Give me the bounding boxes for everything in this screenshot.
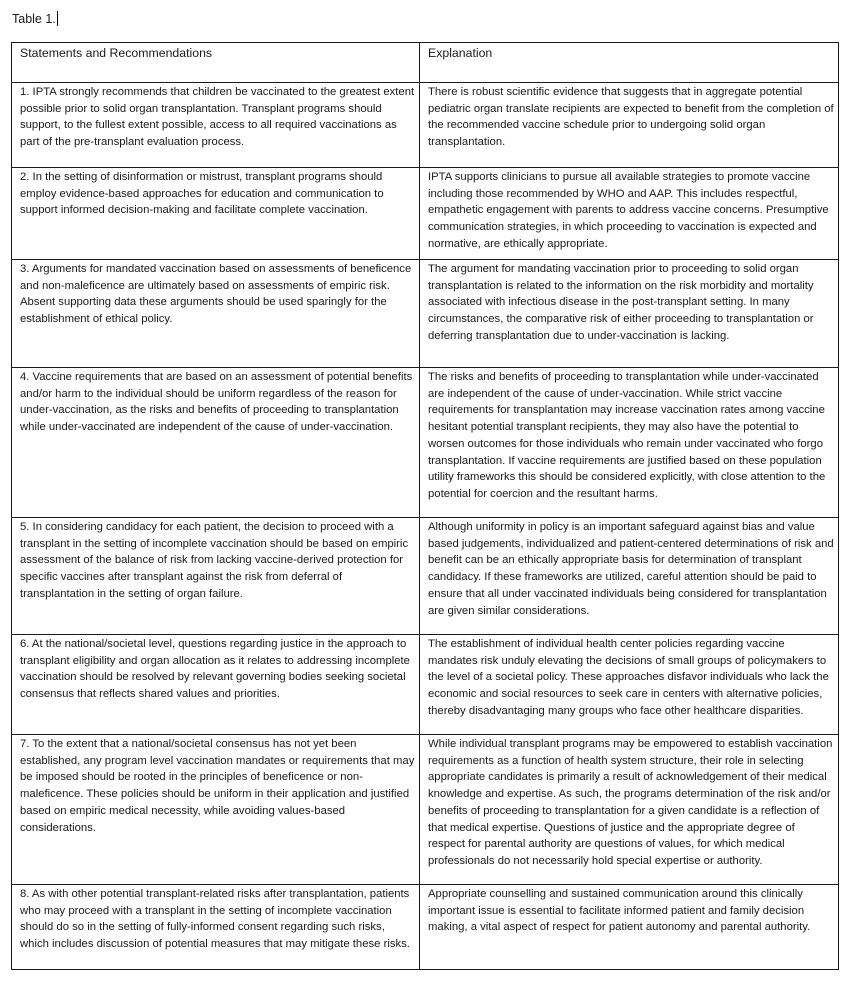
statement-cell: 3. Arguments for mandated vaccination based on assessments of beneficence and non-maleficence are ultimately based on assessments of empiric risk. Absent supporting data these arguments should be used sparingly for the establishment of ethical policy.: [12, 260, 420, 368]
explanation-cell: The establishment of individual health center policies regarding vaccine mandates risk unduly elevating the decisions of small groups of policymakers to the level of a societal policy. These approaches disfavor individuals who lack the economic and social resources to seek care in centers with alternative policies, thereby disadvantaging many groups who face other healthcare disparities.: [420, 635, 839, 735]
statement-cell: 2. In the setting of disinformation or mistrust, transplant programs should employ evidence-based approaches for education and communication to support informed decision-making and facilitate complete vaccination.: [12, 168, 420, 260]
table-row: [12, 518, 839, 635]
text-cursor: [57, 11, 58, 26]
recommendations-table: [11, 42, 839, 970]
table-row: [12, 885, 839, 970]
explanation-cell: Appropriate counselling and sustained communication around this clinically important issue is essential to facilitate informed patient and family decision making, a vital aspect of respect for patient autonomy and parental authority.: [420, 885, 839, 970]
statement-cell: 5. In considering candidacy for each patient, the decision to proceed with a transplant in the setting of incomplete vaccination should be based on empiric assessment of the balance of risk from lacking vaccine-derived protection for specific vaccines after transplant against the risk from deferral of transplantation in the setting of organ failure.: [12, 518, 420, 635]
statement-cell: 4. Vaccine requirements that are based on an assessment of potential benefits and/or harm to the individual should be uniform regardless of the reason for under-vaccination, as the risks and benefits of proceeding to transplantation while under-vaccinated are independent of the cause of under-vaccination.: [12, 368, 420, 518]
statement-cell: 6. At the national/societal level, questions regarding justice in the approach to transplant eligibility and organ allocation as it relates to addressing incomplete vaccination should be resolved by relevant governing bodies seeking societal consensus that reflects shared values and priorities.: [12, 635, 420, 735]
explanation-cell: While individual transplant programs may be empowered to establish vaccination requirements as a function of health system structure, their role in selecting appropriate candidates is primarily a result of acknowledgement of their medical knowledge and expertise. As such, the programs determination of the risk and/or benefits of proceeding to transplantation for a given candidate is a reflection of that medical expertise. Questions of justice and the appropriate degree of respect for parental authority are questions of values, for which medical professionals do not necessarily hold special expertise or authority.: [420, 735, 839, 885]
table-header-row: [12, 43, 839, 83]
table-row: [12, 635, 839, 735]
explanation-cell: The risks and benefits of proceeding to transplantation while under-vaccinated are independent of the cause of under-vaccination. While strict vaccine requirements for transplantation may increase vaccination rates among vaccine hesitant potential transplant recipients, they may also have the potential to worsen outcomes for those individuals who remain under vaccinated who forgo transplantation. If vaccine requirements are justified based on these population utility frameworks this should be considered explicitly, with close attention to the potential for coercion and the resultant harms.: [420, 368, 839, 518]
header-explanation: Explanation: [420, 43, 839, 83]
statement-cell: 7. To the extent that a national/societal consensus has not yet been established, any program level vaccination mandates or requirements that may be imposed should be rooted in the principles of beneficence or non-maleficence. These policies should be uniform in their application and justified based on empiric medical necessity, while avoiding values-based considerations.: [12, 735, 420, 885]
statement-cell: 1. IPTA strongly recommends that children be vaccinated to the greatest extent possible prior to solid organ transplantation. Transplant programs should support, to the fullest extent possible, access to all required vaccinations as part of the pre-transplant evaluation process.: [12, 83, 420, 168]
header-statements: Statements and Recommendations: [12, 43, 420, 83]
explanation-cell: There is robust scientific evidence that suggests that in aggregate potential pediatric organ translate recipients are expected to benefit from the completion of the recommended vaccine schedule prior to undergoing solid organ transplantation.: [420, 83, 839, 168]
table-row: [12, 260, 839, 368]
statement-cell: 8. As with other potential transplant-related risks after transplantation, patients who may proceed with a transplant in the setting of incomplete vaccination should do so in the setting of fully-informed consent regarding such risks, which includes discussion of potential measures that may mitigate these risks.: [12, 885, 420, 970]
explanation-cell: The argument for mandating vaccination prior to proceeding to solid organ transplantation is related to the information on the risk morbidity and mortality associated with infectious disease in the post-transplant setting. In many circumstances, the comparative risk of either proceeding to transplantation or deferring transplantation due to under-vaccination is lacking.: [420, 260, 839, 368]
table-row: [12, 368, 839, 518]
table-row: [12, 83, 839, 168]
caption-text: Table 1.: [12, 12, 56, 26]
explanation-cell: IPTA supports clinicians to pursue all available strategies to promote vaccine including those recommended by WHO and AAP. This includes respectful, empathetic engagement with parents to address vaccine concerns. Presumptive communication strategies, in which proceeding to vaccination is expected and normative, are ethically appropriate.: [420, 168, 839, 260]
table-row: [12, 168, 839, 260]
table-caption[interactable]: [12, 11, 58, 27]
table-row: [12, 735, 839, 885]
explanation-cell: Although uniformity in policy is an important safeguard against bias and value based judgements, individualized and patient-centered determinations of risk and benefit can be an ethically appropriate basis for determination of transplant candidacy. If these frameworks are utilized, careful attention should be paid to ensure that all under vaccinated individuals being considered for transplantation are given similar considerations.: [420, 518, 839, 635]
